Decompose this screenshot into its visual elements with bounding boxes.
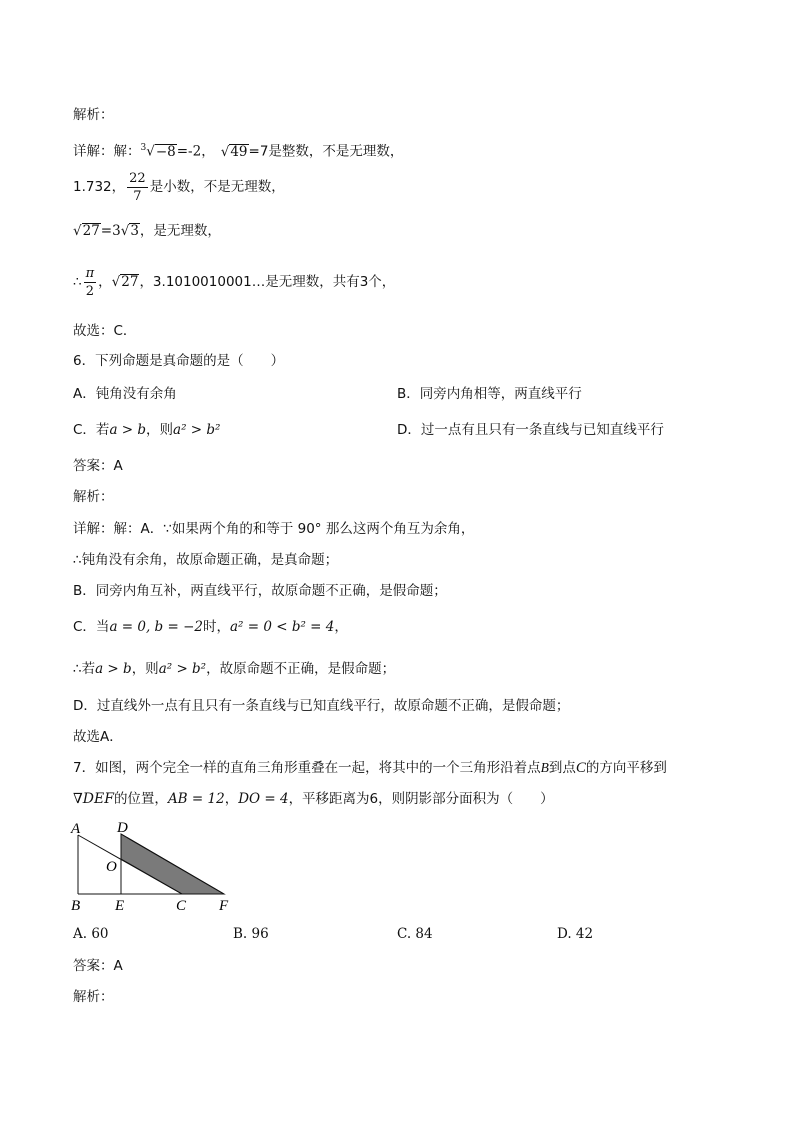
- q6-option-c: C．若a > b，则a² > b²: [73, 422, 221, 438]
- q6-detail-3: B．同旁内角互补，两直线平行，故原命题不正确，是假命题；: [73, 583, 447, 599]
- label-o: O: [106, 859, 117, 875]
- detail-line-2: 1.732， $\frac{22}{7}$ 是小数，不是无理数，: [73, 171, 285, 204]
- label-c: C: [176, 898, 187, 914]
- q6-answer: 答案：A: [73, 458, 123, 474]
- sqrt-arg-27: 27: [82, 223, 100, 239]
- detail-line-4: ∴ $\frac{\pi}{2}$ ，√27，3.1010010001…是无理数，共有3个，: [73, 266, 396, 299]
- fraction-pi-2: $\frac{\pi}{2}$: [85, 266, 95, 299]
- q6-detail-2: ∴钝角没有余角，故原命题正确，是真命题；: [73, 552, 339, 568]
- q6-option-b: B．同旁内角相等，两直线平行: [397, 386, 582, 402]
- answer-line-q5: 故选：C．: [73, 323, 137, 339]
- q6-detail-5: ∴若a > b，则a² > b²，故原命题不正确，是假命题；: [73, 661, 396, 677]
- q7-option-c: C. 84: [397, 926, 433, 942]
- analysis-label: 解析：: [73, 107, 114, 123]
- label-d: D: [117, 820, 128, 836]
- sqrt-arg-3: 3: [130, 223, 139, 239]
- label-b: B: [71, 898, 81, 914]
- q7-option-b: B. 96: [233, 926, 269, 942]
- label-e: E: [115, 898, 125, 914]
- cube-root-arg: −8: [155, 143, 176, 160]
- question-7-stem-line-2: ∇DEF的位置，AB = 12，DO = 4，平移距离为6，则阴影部分面积为（ ）: [73, 791, 554, 807]
- q6-detail-4: C．当a = 0, b = −2时，a² = 0 < b² = 4，: [73, 619, 348, 635]
- question-7-stem-line-1: 7．如图，两个完全一样的直角三角形重叠在一起，将其中的一个三角形沿着点B到点C的方向平移到: [73, 760, 667, 776]
- label-f: F: [219, 898, 229, 914]
- triangle-translation-figure: [66, 818, 246, 914]
- q6-option-a: A．钝角没有余角: [73, 386, 177, 402]
- detail-line-1: 详解：解：$^3$√−8=-2， √49=7是整数，不是无理数，: [73, 143, 404, 160]
- question-6-stem: 6．下列命题是真命题的是（ ）: [73, 353, 285, 369]
- label-a: A: [71, 821, 81, 837]
- q6-option-d: D．过一点有且只有一条直线与已知直线平行: [397, 422, 664, 438]
- q7-analysis-label: 解析：: [73, 989, 114, 1005]
- sqrt-arg-49: 49: [230, 143, 248, 160]
- q6-detail-1: 详解：解：A．∵如果两个角的和等于 90° 那么这两个角互为余角，: [73, 521, 475, 537]
- fraction-22-7: $\frac{22}{7}$: [129, 171, 146, 204]
- sqrt-arg-27b: 27: [121, 274, 139, 290]
- q6-detail-6: D．过直线外一点有且只有一条直线与已知直线平行，故原命题不正确，是假命题；: [73, 698, 570, 714]
- q6-analysis-label: 解析：: [73, 489, 114, 505]
- q7-answer: 答案：A: [73, 958, 123, 974]
- q7-option-d: D. 42: [557, 926, 594, 942]
- q7-option-a: A. 60: [73, 926, 109, 942]
- cube-root-index: 3: [140, 143, 147, 153]
- detail-line-3: √27=3√3，是无理数，: [73, 223, 221, 239]
- q6-answer-2: 故选A．: [73, 729, 123, 745]
